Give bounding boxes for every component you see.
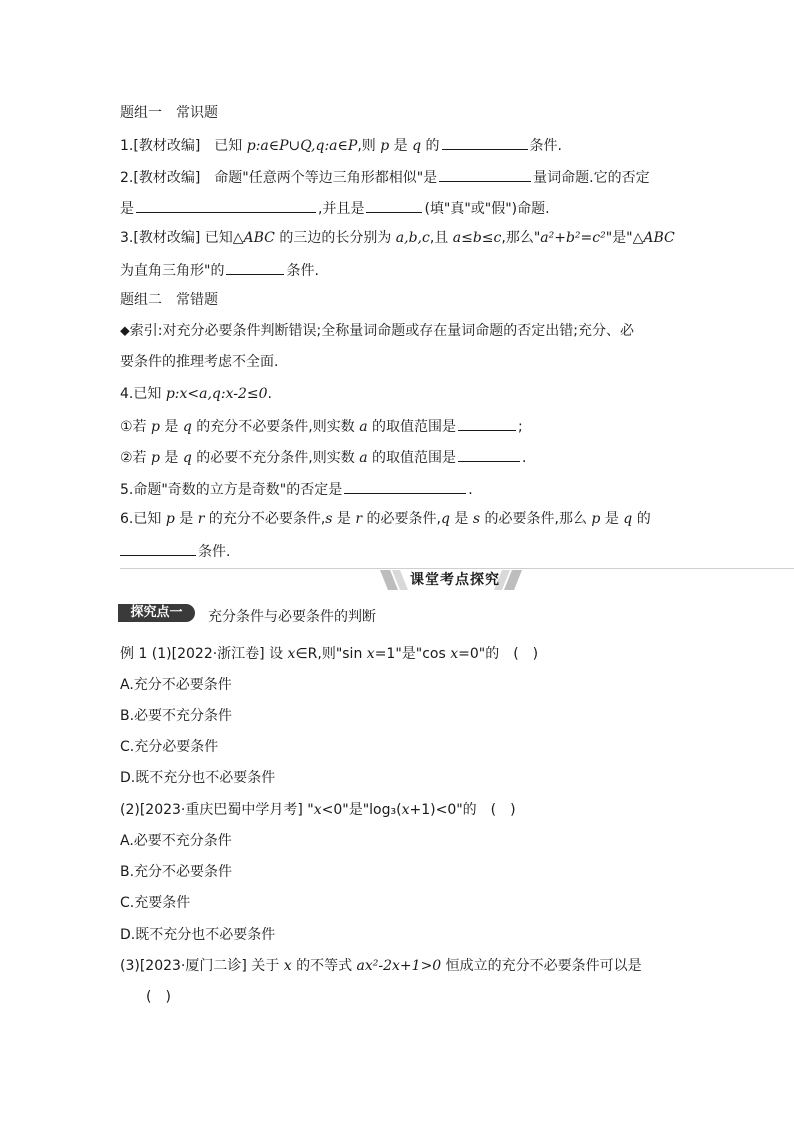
question-4-part-2: ②若 p 是 q 的必要不充分条件,则实数 a 的取值范围是 .	[120, 447, 526, 467]
answer-blank[interactable]	[442, 135, 528, 150]
section-banner	[380, 570, 530, 590]
example-1-question-3: (3)[2023·厦门二诊] 关于 x 的不等式 ax²-2x+1>0 恒成立的充分不必要条件可以是	[120, 958, 642, 974]
question-6-line-2: 条件.	[120, 541, 230, 561]
example-1-question-2: (2)[2023·重庆巴蜀中学月考] "x<0"是"log₃(x+1)<0"的 ( )	[120, 802, 516, 818]
option-d[interactable]: D.既不充分也不必要条件	[120, 770, 276, 786]
section-title: 充分条件与必要条件的判断	[208, 609, 376, 625]
option-a[interactable]: A.必要不充分条件	[120, 833, 232, 849]
option-a[interactable]: A.充分不必要条件	[120, 677, 232, 693]
question-2-line-2: 是 ,并且是 (填"真"或"假")命题.	[120, 198, 550, 218]
section-badge: 探究点一	[118, 604, 195, 622]
question-4: 4.已知 p:x<a,q:x-2≤0.	[120, 386, 272, 402]
answer-blank[interactable]	[226, 260, 284, 275]
section-divider	[120, 568, 794, 569]
answer-blank[interactable]	[458, 416, 516, 431]
example-1-question-1: 例 1 (1)[2022·浙江卷] 设 x∈R,则"sin x=1"是"cos x=0"的 ( )	[120, 646, 539, 662]
index-note-line-1: ⬥索引:对充分必要条件判断错误;全称量词命题或存在量词命题的否定出错;充分、必	[120, 323, 634, 339]
option-d[interactable]: D.既不充分也不必要条件	[120, 927, 276, 943]
answer-blank[interactable]	[344, 479, 466, 494]
question-4-part-1: ①若 p 是 q 的充分不必要条件,则实数 a 的取值范围是 ;	[120, 416, 523, 436]
option-c[interactable]: C.充分必要条件	[120, 739, 219, 755]
question-6-line-1: 6.已知 p 是 r 的充分不必要条件,s 是 r 的必要条件,q 是 s 的必要条件,那么 p 是 q 的	[120, 511, 651, 527]
group1-heading: 题组一 常识题	[120, 105, 218, 121]
banner-title: 课堂考点探究	[410, 572, 500, 588]
option-b[interactable]: B.必要不充分条件	[120, 708, 233, 724]
question-5: 5.命题"奇数的立方是奇数"的否定是 .	[120, 479, 473, 499]
index-note-line-2: 要条件的推理考虑不全面.	[120, 354, 279, 370]
option-c[interactable]: C.充要条件	[120, 895, 191, 911]
answer-blank[interactable]	[366, 198, 422, 213]
answer-blank[interactable]	[439, 167, 531, 182]
option-b[interactable]: B.充分不必要条件	[120, 864, 233, 880]
question-1: 1.[教材改编] 已知 p:a∈P∪Q,q:a∈P,则 p 是 q 的 条件.	[120, 135, 562, 155]
answer-parentheses: ( )	[146, 989, 171, 1005]
answer-blank[interactable]	[120, 541, 196, 556]
group2-heading: 题组二 常错题	[120, 292, 218, 308]
question-3-line-1: 3.[教材改编] 已知△ABC 的三边的长分别为 a,b,c,且 a≤b≤c,那么"a²+b²=c²"是"△ABC	[120, 230, 675, 246]
answer-blank[interactable]	[136, 198, 316, 213]
question-2-line-1: 2.[教材改编] 命题"任意两个等边三角形都相似"是 量词命题.它的否定	[120, 167, 650, 187]
answer-blank[interactable]	[458, 447, 520, 462]
question-3-line-2: 为直角三角形"的 条件.	[120, 260, 319, 280]
